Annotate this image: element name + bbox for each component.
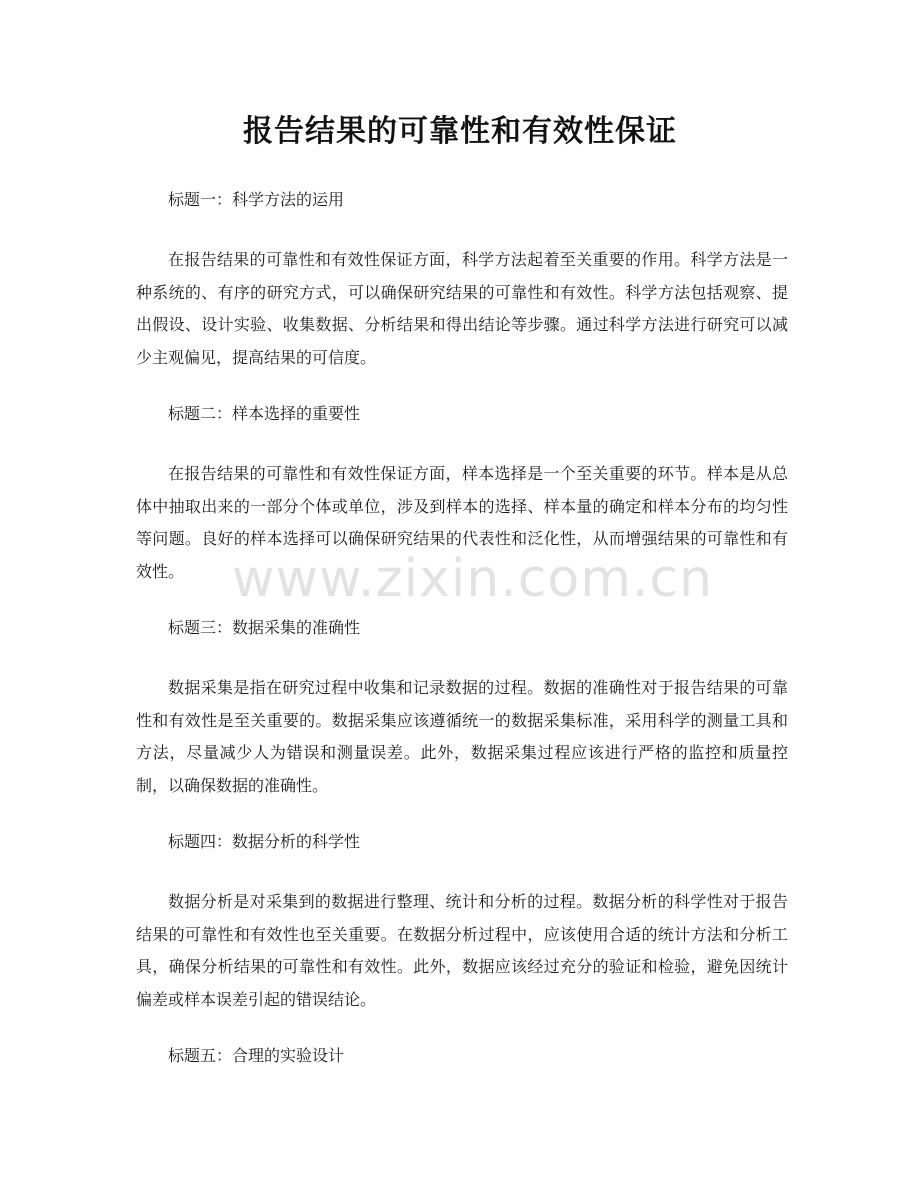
section-heading-5: 标题五：合理的实验设计: [168, 1046, 345, 1065]
document-body: [136, 182, 788, 1074]
section-paragraph-1: 在报告结果的可靠性和有效性保证方面，科学方法起着至关重要的作用。科学方法是一种系统的、有序的研究方式，可以确保研究结果的可靠性和有效性。科学方法包括观察、提出假设、设计实验、收集数据、分析结果和得出结论等步骤。通过科学方法进行研究可以减少主观偏见，提高结果的可信度。: [136, 250, 788, 367]
watermark-text: www.zixin.com.cn: [232, 549, 713, 609]
document-title: 报告结果的可靠性和有效性保证: [243, 114, 677, 149]
section-heading-1: 标题一：科学方法的运用: [168, 190, 345, 209]
section-heading-3: 标题三：数据采集的准确性: [168, 618, 361, 637]
section-heading-4: 标题四：数据分析的科学性: [168, 832, 361, 851]
section-paragraph-3: 数据采集是指在研究过程中收集和记录数据的过程。数据的准确性对于报告结果的可靠性和有效性是至关重要的。数据采集应该遵循统一的数据采集标准，采用科学的测量工具和方法，尽量减少人为错误和测量误差。此外，数据采集过程应该进行严格的监控和质量控制，以确保数据的准确性。: [136, 678, 788, 795]
section-paragraph-2: 在报告结果的可靠性和有效性保证方面，样本选择是一个至关重要的环节。样本是从总体中抽取出来的一部分个体或单位，涉及到样本的选择、样本量的确定和样本分布的均匀性等问题。良好的样本选择可以确保研究结果的代表性和泛化性，从而增强结果的可靠性和有效性。: [136, 464, 788, 581]
section-heading-2: 标题二：样本选择的重要性: [168, 404, 361, 423]
section-paragraph-4: 数据分析是对采集到的数据进行整理、统计和分析的过程。数据分析的科学性对于报告结果的可靠性和有效性也至关重要。在数据分析过程中，应该使用合适的统计方法和分析工具，确保分析结果的可靠性和有效性。此外，数据应该经过充分的验证和检验，避免因统计偏差或样本误差引起的错误结论。: [136, 892, 788, 1009]
